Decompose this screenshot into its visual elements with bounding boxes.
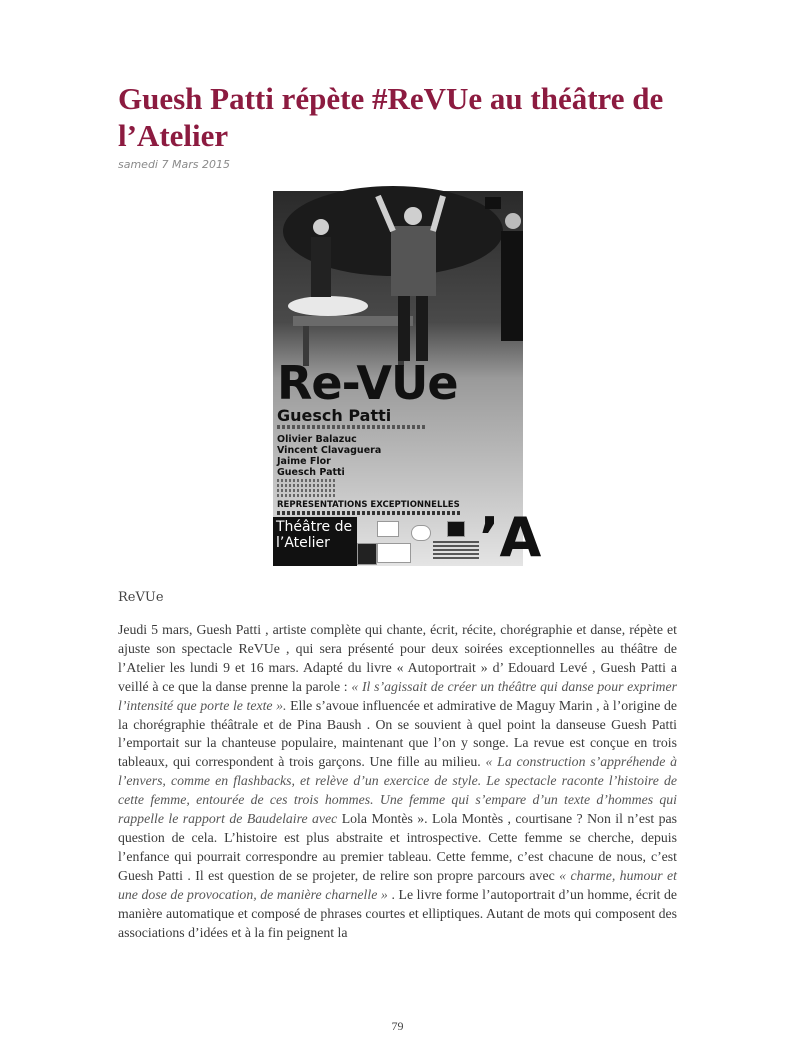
poster-image	[273, 191, 542, 569]
body-text-run: Jeudi 5 mars, Guesh Patti , artiste complète qui chante, écrit, récite, chorégraphie et danse, répète et ajuste son spectacle ReVUe , qui sera présenté pour deux soirées exceptionnelles au théâtre de l’Atelier les lundi 9 et 16 mars. Adapté du livre « Autoportrait » d’ Edouard Levé , Guesh Patti a veillé à ce que la danse prenne la parole :	[118, 622, 677, 694]
body-quote-run: « La construction s’appréhende à l’envers, comme en flashbacks, et relève d’un exercice de style. Le spectacle raconte l’histoire de cette femme, entourée de ces trois hommes. Une femme qui s’empare d’un texte d’hommes qui rappelle le rapport de Baudelaire avec	[118, 754, 677, 827]
sponsor-logo	[377, 521, 399, 537]
poster-theatre-name: Théâtre de l’Atelier	[276, 519, 353, 551]
poster-author: Guesch Patti	[277, 406, 392, 425]
body-quote-run: « Il s’agissait de créer un théâtre qui danse pour exprimer l’intensité que porte le texte ».	[118, 678, 677, 713]
poster-cast-list	[277, 434, 381, 478]
article-title: Guesh Patti répète #ReVUe au théâtre de l’Atelier	[118, 81, 664, 153]
poster-title: Re-VUe	[277, 356, 458, 410]
poster-theatre-box	[273, 517, 357, 566]
sponsor-logo	[377, 543, 411, 563]
body-text-run: . Le livre forme l’autoportrait d’un homme, écrit de manière automatique et composé de phrases courtes et elliptiques. Autant de mots qui composent des associations d’idées et à la fin peignent la	[118, 886, 677, 940]
poster-credits-fineprint	[277, 489, 337, 492]
poster-atelier-mark: ’A	[479, 506, 542, 569]
article-date: samedi 7 Mars 2015	[118, 158, 230, 171]
poster-cast-member: Vincent Clavaguera	[277, 445, 382, 456]
poster-cast-member: Jaime Flor	[277, 456, 331, 467]
body-text-run: Elle s’avoue influencée et admirative de Maguy Marin , à l’origine de la chorégraphie théâtrale et de Pina Baush . On se souvient à quel point la danseuse Guesh Patti l’emportait sur la chanteuse populaire, maintenant que l’on y songe. La revue est conçue en trois tableaux, qui correspondent à trois garçons. Une fille au milieu.	[118, 697, 677, 770]
sponsor-fineprint	[433, 541, 479, 559]
poster-subtitle-fineprint	[277, 425, 427, 429]
poster-credits-fineprint	[277, 479, 337, 482]
poster-dates-fineprint	[277, 511, 462, 515]
sponsor-logo	[411, 525, 431, 541]
body-text-run: Lola Montès ». Lola Montès , courtisane ? Non il n’est pas question de cela. L’histoire est plus abstraite et introspective. Cette femme se cherche, depuis l’enfance qui pourrait correspondre au premier tableau. Cette femme, c’est chacune de nous, c’est Guesh Patti . Il est question de se projeter, de relire son propre parcours avec	[118, 811, 677, 883]
sponsor-logo	[357, 543, 377, 565]
poster-cast-member: Guesch Patti	[277, 467, 345, 478]
page-number: 79	[391, 1019, 404, 1033]
body-quote-run: « charme, humour et une dose de provocation, de manière charnelle »	[118, 867, 677, 902]
poster-credits-fineprint	[277, 494, 337, 497]
poster-credits-fineprint	[277, 484, 337, 487]
sponsor-logo	[447, 521, 465, 537]
poster-cast-member: Olivier Balazuc	[277, 434, 357, 445]
poster-representations: REPRESENTATIONS EXCEPTIONNELLES	[277, 500, 460, 510]
article-body	[118, 621, 677, 942]
image-caption: ReVUe	[118, 590, 164, 605]
